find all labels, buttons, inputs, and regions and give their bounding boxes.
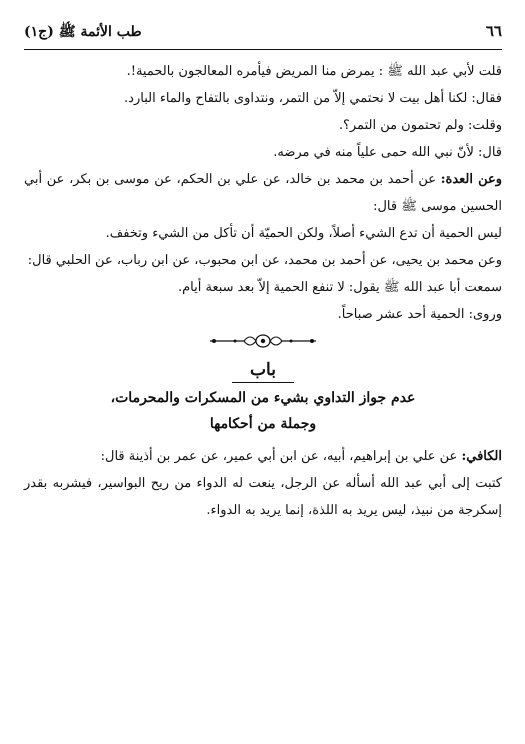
chapter-title-line1: عدم جواز التداوي بشيء من المسكرات والمحرمات، bbox=[110, 390, 416, 406]
paragraph-text: عن علي بن إبراهيم، أبيه، عن ابن أبي عمير، عن عمر بن أذينة قال: bbox=[100, 449, 462, 464]
source-lead: الكافي: bbox=[461, 449, 502, 464]
paragraph: وعن محمد بن يحيى، عن أحمد بن محمد، عن ابن محبوب، عن ابن رباب، عن الحلبي قال: bbox=[27, 253, 502, 268]
paragraph: وروى: الحمية أحد عشر صباحاً. bbox=[337, 307, 502, 322]
paragraph: فقال: لكنا أهل بيت لا نحتمي إلاّ من التمر، ونتداوى بالتفاح والماء البارد. bbox=[124, 91, 502, 106]
paragraph: سمعت أبا عبد الله ﷺ يقول: لا تنفع الحمية إلاّ بعد سبعة أيام. bbox=[177, 280, 502, 295]
ornament-icon bbox=[208, 332, 318, 350]
source-lead: وعن العدة: bbox=[440, 172, 502, 187]
paragraph: ليس الحمية أن تدع الشيء أصلاً، ولكن الحميّة أن تأكل من الشيء وتخفف. bbox=[105, 226, 502, 241]
paragraph bbox=[24, 166, 502, 220]
ornament-divider bbox=[24, 332, 502, 354]
page-number: ٦٦ bbox=[485, 22, 502, 40]
book-page bbox=[24, 22, 502, 722]
paragraph bbox=[24, 443, 502, 470]
paragraph: قلت لأبي عبد الله ﷺ : يمرض منا المريض فيأمره المعالجون بالحمية!. bbox=[126, 64, 502, 79]
paragraph: قال: لأنّ نبي الله حمى علياً منه في مرضه. bbox=[273, 145, 502, 160]
header-rule bbox=[24, 49, 502, 50]
running-title: طب الأئمة ﷺ (ج١) bbox=[24, 24, 142, 40]
paragraph: كتبت إلى أبي عبد الله أسأله عن الرجل، ينعت له الدواء من ريح البواسير، فيشربه بقدر إسكرجة من نبيذ، ليس يريد به اللذة، إنما يريد به الدواء. bbox=[24, 476, 502, 518]
paragraph-text: عن أحمد بن محمد بن خالد، عن علي بن الحكم، عن موسى بن بكر، عن أبي الحسين موسى ﷺ قال: bbox=[24, 172, 502, 214]
chapter-title bbox=[24, 385, 502, 437]
paragraph: وقلت: ولم تحتمون من التمر؟. bbox=[338, 118, 502, 133]
chapter-label bbox=[24, 360, 502, 383]
chapter-title-line2: وجملة من أحكامها bbox=[209, 416, 317, 432]
page-header bbox=[24, 22, 502, 47]
bab-word: باب bbox=[232, 360, 294, 383]
